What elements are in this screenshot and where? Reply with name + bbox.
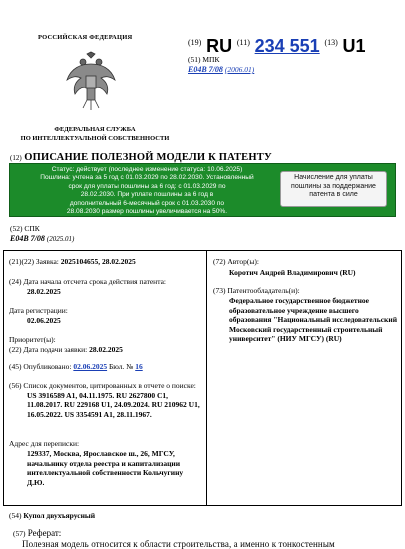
code-19: (19) [188,38,202,47]
published-field [9,362,143,372]
agency-line-2: ПО ИНТЕЛЛЕКТУАЛЬНОЙ СОБСТВЕННОСТИ [20,134,170,142]
author-value: Коротич Андрей Владимирович (RU) [229,268,356,277]
fee-button-line-3: патента в силе [309,191,358,198]
status-line: 28.08.2030 размер пошлины увеличивается на 50%. [66,208,228,216]
term-start-value: 28.02.2025 [27,286,61,296]
kind-code: U1 [342,36,366,56]
registration-label: Дата регистрации: [9,306,68,315]
filing-date-label: (22) Дата подачи заявки: [9,345,88,354]
patent-holder-value: Федеральное государственное бюджетное образовательное учреждение высшего образования "Национальный исследовательский Московский государственный строительный университет" (НИУ МГСУ) (RU) [229,296,398,343]
patent-holder-label: (73) Патентообладатель(и): [213,286,300,295]
term-start-field [9,277,204,296]
registration-value: 02.06.2025 [27,316,61,325]
title-code: (12) [10,154,22,162]
coat-of-arms-icon [63,50,119,112]
status-text [13,166,281,216]
spk-label: (52) СПК [10,224,40,233]
application-value: 2025104655, 28.02.2025 [60,257,136,266]
mpk-year: (2006.01) [224,65,255,74]
model-name-value: Купол двухъярусный [23,511,96,520]
model-name-code: (54) [9,511,22,520]
status-line: дополнительный 6-месячный срок с 01.03.2030 по [69,199,225,207]
title-text: ОПИСАНИЕ ПОЛЕЗНОЙ МОДЕЛИ К ПАТЕНТУ [24,152,272,163]
priority-label: Приоритет(ы): [9,335,56,344]
application-label: (21)(22) Заявка: [9,257,59,266]
fee-calculation-button[interactable] [280,171,387,207]
country-code: RU [206,36,233,56]
address-value: 129337, Москва, Ярославское ш., 26, МГСУ, начальнику отдела реестра и капитализации интеллектуальной собственности Кольчугину Д.Ю. [27,449,184,487]
mpk-code-link[interactable]: E04B 7/08 [188,65,223,74]
spk-code: E04B 7/08 [10,234,45,243]
author-label: (72) Автор(ы): [213,257,259,266]
mpk-value [188,65,254,74]
fee-button-line-2: пошлины за поддержание [291,182,376,190]
spk-value [10,234,74,243]
published-date-link[interactable]: 02.06.2025 [73,362,108,371]
abstract-code: (57) [13,529,26,538]
bulletin-number-link[interactable]: 16 [135,362,143,371]
fee-button-line-1: Начисление для уплаты [294,174,373,181]
agency-name [10,126,180,143]
code-13: (13) [324,38,338,47]
bulletin-label: Бюл. № [108,362,134,371]
abstract-label: Реферат: [27,528,62,538]
filing-date-value: 28.02.2025 [89,345,123,354]
model-name-field [9,511,95,520]
patent-number-link[interactable]: 234 551 [254,36,320,56]
term-start-label: (24) Дата начала отсчета срока действия патента: [9,277,166,286]
status-line: Статус: действует (последнее изменение статуса: 10.06.2025) [51,166,243,173]
mpk-label: (51) МПК [188,55,220,64]
agency-line-1: ФЕДЕРАЛЬНАЯ СЛУЖБА [54,126,136,133]
country-name: РОССИЙСКАЯ ФЕДЕРАЦИЯ [38,34,133,41]
cited-documents-label: (56) Список документов, цитированных в отчете о поиске: [9,381,196,390]
cited-documents-value: US 3916589 A1, 04.11.1975. RU 2627800 C1, 11.08.2017. RU 229168 U1, 24.09.2024. RU 210962 U1, 16.05.2022. US 3354591 A1, 28.11.1967. [27,390,200,419]
cited-documents-field [9,381,204,419]
application-field [9,257,136,267]
spk-year: (2025.01) [46,235,75,243]
code-11: (11) [236,38,250,47]
published-label: (45) Опубликовано: [9,362,72,371]
status-line: Пошлина: учтена за 5 год с 01.03.2029 по 28.02.2030. Установленный [40,174,254,182]
document-title [10,152,272,163]
status-line: срок для уплаты пошлины за 6 год: с 01.03.2029 по [68,182,226,190]
abstract-heading [13,528,61,538]
address-label: Адрес для переписки: [9,439,80,448]
filing-date-field [9,345,123,355]
abstract-text: Полезная модель относится к области строительства, а именно к тонкостенным [22,539,335,549]
status-line: 28.02.2030. При уплате пошлины за 6 год в [80,191,214,199]
column-divider [206,250,207,506]
